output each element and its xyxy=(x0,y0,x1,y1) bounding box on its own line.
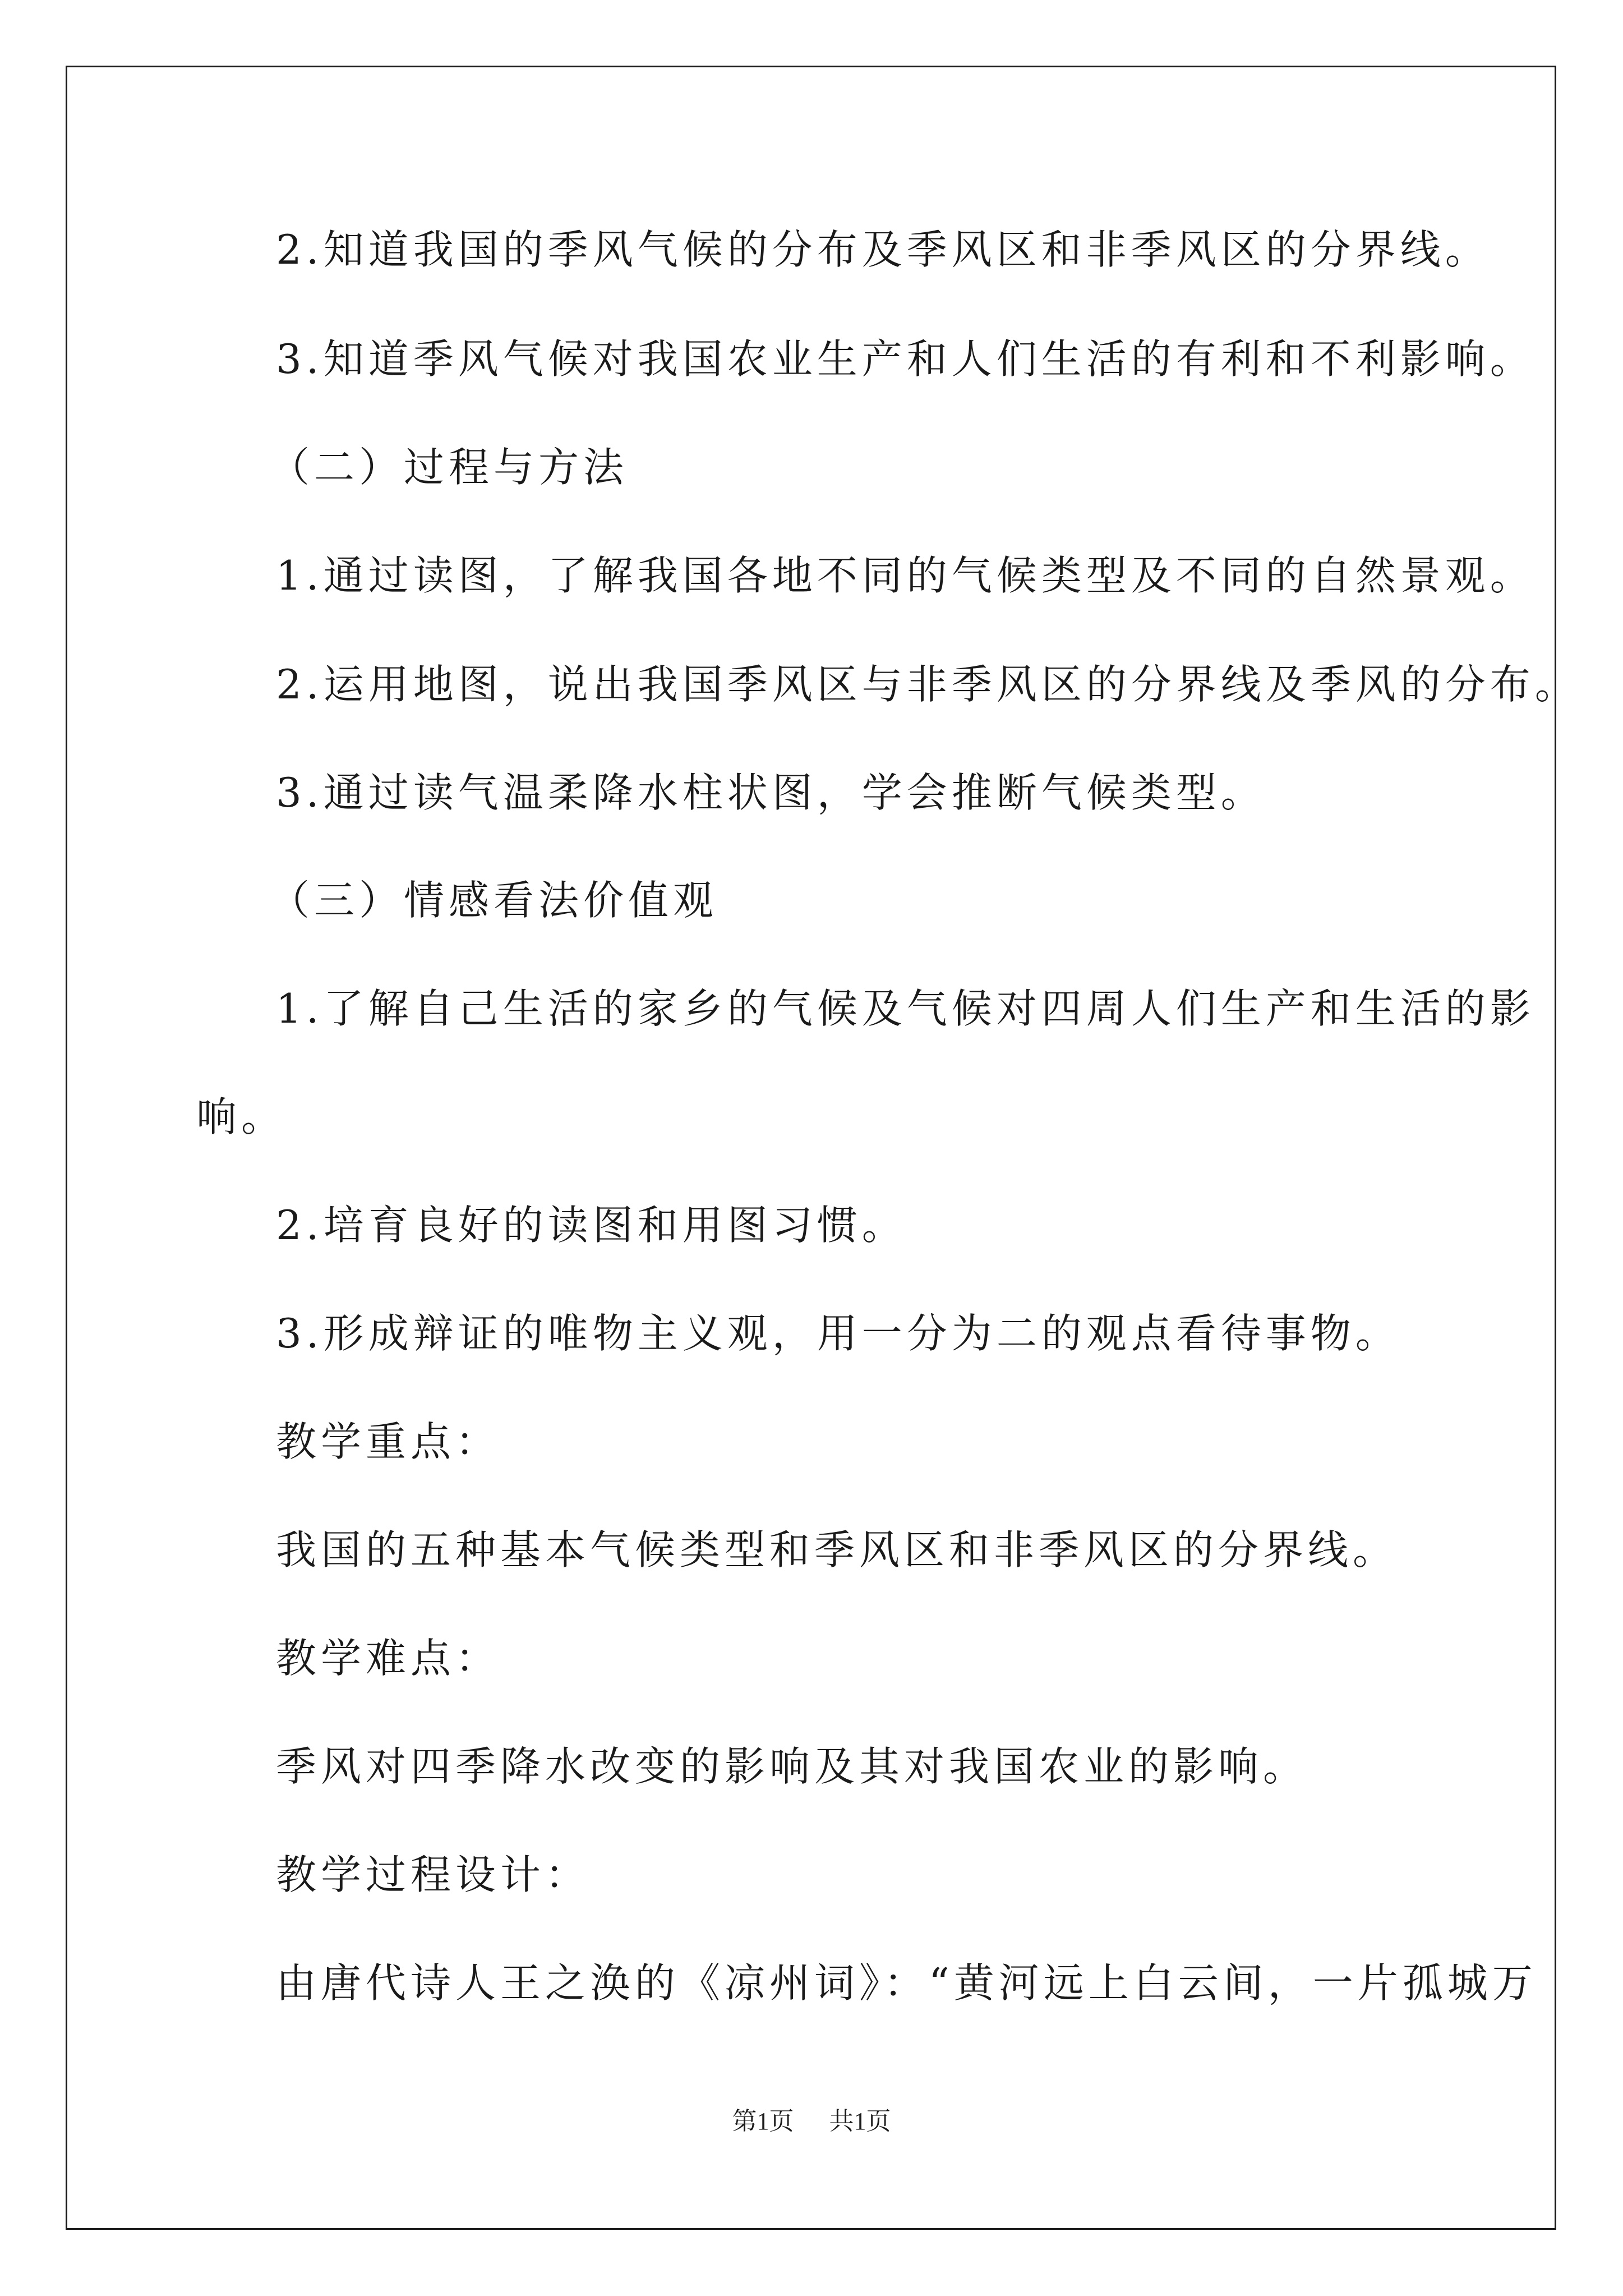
paragraph-line: 3.形成辩证的唯物主义观，用一分为二的观点看待事物。 xyxy=(276,1310,1400,1357)
page-border xyxy=(66,66,1556,2230)
section-heading: （三）情感看法价值观 xyxy=(269,877,718,924)
label-heading: 教学难点： xyxy=(276,1635,501,1682)
paragraph-line: 2.知道我国的季风气候的分布及季风区和非季风区的分界线。 xyxy=(276,226,1490,273)
label-heading: 教学重点： xyxy=(276,1418,501,1465)
paragraph-line: 3.知道季风气候对我国农业生产和人们生活的有利和不利影响。 xyxy=(276,335,1535,383)
paragraph-line: 1.通过读图，了解我国各地不同的气候类型及不同的自然景观。 xyxy=(276,552,1535,599)
paragraph-line: 2.运用地图，说出我国季风区与非季风区的分界线及季风的分布。 xyxy=(276,661,1580,708)
page-footer xyxy=(0,2105,1623,2138)
page-total: 共1页 xyxy=(829,2108,891,2135)
page-number: 第1页 xyxy=(732,2108,794,2135)
paragraph-line: 1.了解自己生活的家乡的气候及气候对四周人们生产和生活的影 xyxy=(276,985,1535,1032)
paragraph-line-continued: 响。 xyxy=(196,1093,287,1140)
paragraph-line: 我国的五种基本气候类型和季风区和非季风区的分界线。 xyxy=(276,1526,1398,1573)
section-heading: （二）过程与方法 xyxy=(269,444,629,491)
label-heading: 教学过程设计： xyxy=(276,1851,591,1898)
paragraph-line: 2.培育良好的读图和用图习惯。 xyxy=(276,1202,907,1249)
paragraph-line: 3.通过读气温柔降水柱状图，学会推断气候类型。 xyxy=(276,769,1266,816)
paragraph-line: 由唐代诗人王之涣的《凉州词》：“黄河远上白云间，一片孤城万 xyxy=(276,1959,1537,2007)
paragraph-line: 季风对四季降水改变的影响及其对我国农业的影响。 xyxy=(276,1743,1308,1790)
